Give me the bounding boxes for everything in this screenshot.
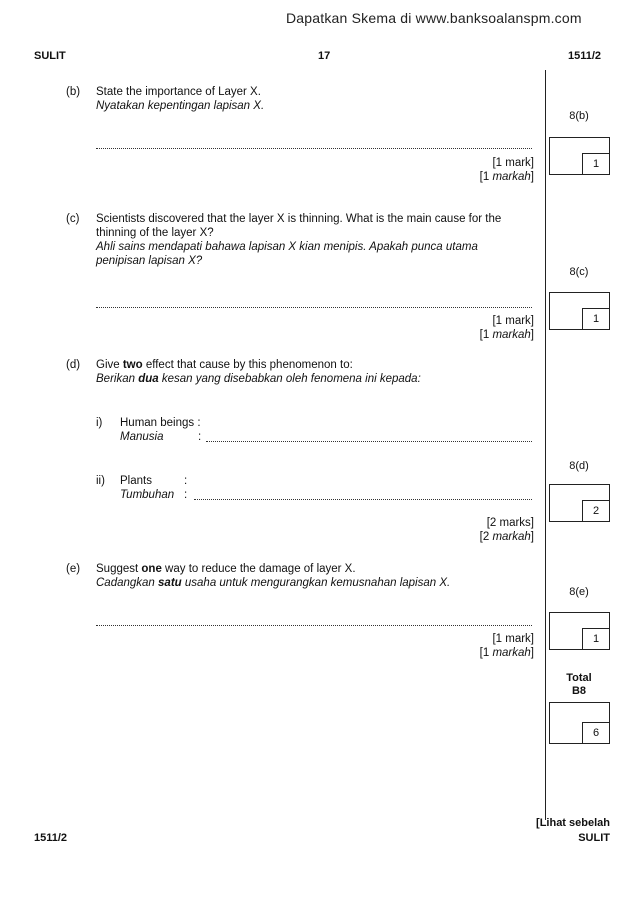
subitem-ii-number: ii) (96, 475, 105, 487)
subitem-i-label-en: Human beings : (120, 417, 201, 429)
question-e-marks-en: [1 mark] (492, 633, 534, 645)
question-e-text-ms: Cadangkan satu usaha untuk mengurangkan kemusnahan lapisan X. (96, 577, 451, 589)
question-c-text-en-1: Scientists discovered that the layer X is thinning. What is the main cause for the (96, 213, 502, 225)
header-sulit: SULIT (34, 50, 66, 62)
subitem-i-number: i) (96, 417, 103, 429)
mark-box-b-label: 8(b) (569, 110, 589, 122)
answer-line-e[interactable] (96, 624, 532, 626)
question-d-text-ms: Berikan dua kesan yang disebabkan oleh fenomena ini kepada: (96, 373, 421, 385)
mark-box-d-label: 8(d) (569, 460, 589, 472)
answer-line-d-i[interactable] (206, 440, 532, 442)
question-c-marks-en: [1 mark] (492, 315, 534, 327)
total-label: Total (566, 672, 592, 684)
mark-box-c (549, 292, 610, 330)
mark-box-e-label: 8(e) (569, 586, 589, 598)
subitem-ii-label-ms: Tumbuhan (120, 489, 175, 501)
question-c-text-ms-2: penipisan lapisan X? (96, 255, 203, 267)
subitem-ii-colon-en: : (184, 475, 188, 487)
mark-box-d (549, 484, 610, 522)
mark-box-b-score: 1 (582, 153, 610, 175)
mark-box-e (549, 612, 610, 650)
question-d-marks-ms: [2 markah] (479, 531, 534, 543)
mark-box-c-score: 1 (582, 308, 610, 330)
mark-box-total (549, 702, 610, 744)
question-b-text-en: State the importance of Layer X. (96, 86, 261, 98)
question-e-marks-ms: [1 markah] (479, 647, 534, 659)
question-d-text-en: Give two effect that cause by this phenomenon to: (96, 359, 353, 371)
mark-box-b (549, 137, 610, 175)
mark-box-d-score: 2 (582, 500, 610, 522)
footer-paper-code: 1511/2 (34, 832, 68, 844)
question-e-label: (e) (66, 563, 81, 575)
answer-line-b[interactable] (96, 147, 532, 149)
subitem-i-colon: : (198, 431, 202, 443)
footer-sulit: SULIT (578, 832, 610, 844)
question-b-label: (b) (66, 86, 81, 98)
footer-next-page: [Lihat sebelah (536, 817, 610, 829)
question-b-marks-ms: [1 markah] (479, 171, 534, 183)
page-number: 17 (318, 50, 331, 62)
question-c-marks-ms: [1 markah] (479, 329, 534, 341)
answer-line-c[interactable] (96, 306, 532, 308)
mark-box-total-score: 6 (582, 722, 610, 744)
question-b-marks-en: [1 mark] (492, 157, 534, 169)
question-c-text-en-2: thinning of the layer X? (96, 227, 214, 239)
header-paper-code: 1511/2 (568, 50, 602, 62)
total-section-label: B8 (571, 685, 587, 697)
subitem-ii-colon: : (184, 489, 188, 501)
question-c-text-ms-1: Ahli sains mendapati bahawa lapisan X kian menipis. Apakah punca utama (96, 241, 478, 253)
subitem-ii-label-en: Plants (120, 475, 152, 487)
subitem-i-label-ms: Manusia (120, 431, 164, 443)
answer-line-d-ii[interactable] (194, 498, 532, 500)
mark-box-e-score: 1 (582, 628, 610, 650)
question-c-label: (c) (66, 213, 80, 225)
mark-box-c-label: 8(c) (569, 266, 589, 278)
question-d-label: (d) (66, 359, 81, 371)
question-b-text-ms: Nyatakan kepentingan lapisan X. (96, 100, 265, 112)
margin-divider (545, 70, 546, 820)
watermark-text: Dapatkan Skema di www.banksoalanspm.com (286, 10, 582, 26)
question-d-marks-en: [2 marks] (486, 517, 534, 529)
question-e-text-en: Suggest one way to reduce the damage of layer X. (96, 563, 356, 575)
